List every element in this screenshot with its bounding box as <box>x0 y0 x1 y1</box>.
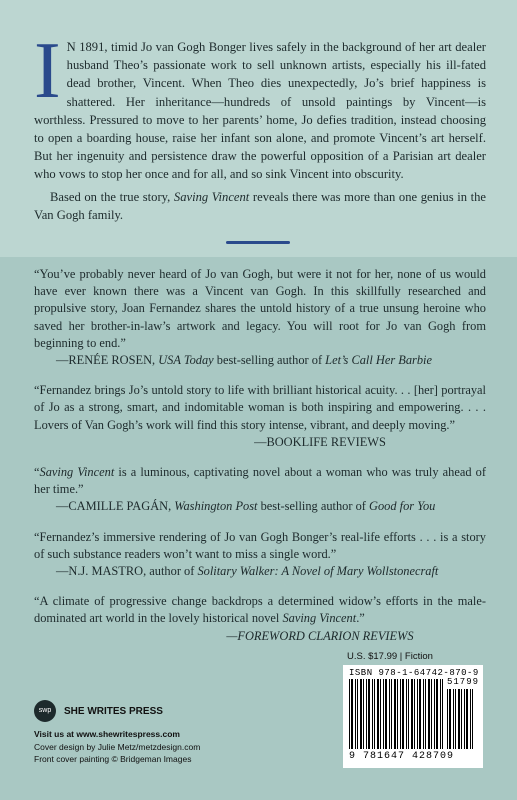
quote-attribution: —BOOKLIFE REVIEWS <box>254 434 386 449</box>
price-genre: U.S. $17.99 | Fiction <box>347 651 433 662</box>
attr-mid: best-selling author of <box>257 499 369 514</box>
quote-text <box>34 593 486 627</box>
attr-book: Let’s Call Her Barbie <box>325 353 432 368</box>
synopsis-paragraph-2 <box>34 188 486 224</box>
quote-attribution <box>34 498 486 515</box>
attr-publication: USA Today <box>158 353 214 368</box>
review-quote <box>34 266 486 369</box>
divider-mark <box>226 241 290 244</box>
attr-mid: best-selling author of <box>213 353 326 368</box>
publisher-website: Visit us at www.shewritespress.com <box>34 729 180 739</box>
quote-text: “Fernandez’s immersive rendering of Jo van Gogh Bonger’s real-life efforts . . . is a story of such substance readers won’t want to miss a single word.” <box>34 529 486 561</box>
synopsis-text-2a: Based on the true story, <box>50 189 174 204</box>
review-quote <box>34 593 486 645</box>
publisher-logo: swp <box>34 700 56 722</box>
quote-attribution <box>34 352 486 369</box>
ean-barcode-bars <box>349 679 443 749</box>
review-quote <box>34 464 486 516</box>
book-title: Saving Vincent <box>39 465 115 480</box>
quote-text: “Saving Vincent is a luminous, captivating novel about a woman who was truly ahead of her time.” <box>34 465 486 497</box>
book-title: Saving Vincent <box>173 189 250 204</box>
quote-attribution: —FOREWORD CLARION REVIEWS <box>226 628 414 643</box>
quote-text-rest: is a luminous, captivating novel about a woman who was truly ahead of her time.” <box>34 465 486 497</box>
price-code: 51799 <box>447 677 480 687</box>
barcode <box>343 665 483 768</box>
quote-text: “Fernandez brings Jo’s untold story to life with brilliant historical acuity. . . [her] portrayal of Jo as a strong, smart, and indomitable woman is both inspiring and empowering. . . . Lovers of Van Gogh’s work will find this story intense, vibrant, and deeply moving.” <box>34 383 486 432</box>
attr-book: Solitary Walker: A Novel of Mary Wollstonecraft <box>197 564 439 579</box>
drop-cap: I <box>34 27 61 115</box>
addon-barcode-bars <box>447 689 479 749</box>
review-quote <box>34 529 486 581</box>
painting-credit: Front cover painting © Bridgeman Images <box>34 754 192 765</box>
review-quotes <box>34 266 486 658</box>
review-quote <box>34 382 486 451</box>
quote-text: “You’ve probably never heard of Jo van Gogh, but were it not for her, none of us would have ever known there was a Vincent van Gogh. In this skillfully researched and propulsive story, Joan Fernandez shares the untold history of a true unsung heroine who saved her brother-in-law’s artwork and legacy. You will root for Jo van Gogh from beginning to end.” <box>34 267 486 350</box>
quote-attribution <box>34 563 486 580</box>
attr-name: —CAMILLE PAGÁN, <box>56 499 175 514</box>
synopsis-text-2b: reveals there was more than one genius in the Van Gogh family. <box>34 189 486 222</box>
synopsis-paragraph-1 <box>34 27 486 184</box>
attr-name: —RENÉE ROSEN, <box>56 353 159 368</box>
quote-text-post: .” <box>356 611 365 626</box>
publisher-name: SHE WRITES PRESS <box>64 706 163 717</box>
quote-text-pre: “A climate of progressive change backdrops a determined widow’s efforts in the male-dominated art world in the lovely historical novel <box>34 594 486 626</box>
book-title: Saving Vincent <box>282 611 357 626</box>
attr-book: Good for You <box>369 499 436 514</box>
publisher-info <box>34 728 200 766</box>
attr-publication: Washington Post <box>174 499 258 514</box>
synopsis <box>34 27 486 224</box>
synopsis-text-1: N 1891, timid Jo van Gogh Bonger lives safely in the background of her art dealer husband Theo’s passionate work to sell unknown artists, especially his ill-fated dead brother, Vincent. When Theo dies unexpectedly, Jo’s brief happiness is shattered. Her inheritance—hundreds of unsold paintings by Vincent—is worthless. Pressured to move to her parents’ home, Jo defies tradition, instead choosing to open a boarding house, raise her infant son alone, and promote Vincent’s art herself. But her ingenuity and persistence draw the powerful opposition of a Parisian art dealer who vows to stop her once and for all, and so sink Vincent into obscurity. <box>34 40 486 182</box>
isbn-label: ISBN 978-1-64742-870-9 <box>349 668 479 678</box>
cover-design-credit: Cover design by Julie Metz/metzdesign.com <box>34 741 201 752</box>
barcode-digits: 9 781647 428709 <box>349 751 455 762</box>
attr-name: —N.J. MASTRO, author of <box>56 564 198 579</box>
